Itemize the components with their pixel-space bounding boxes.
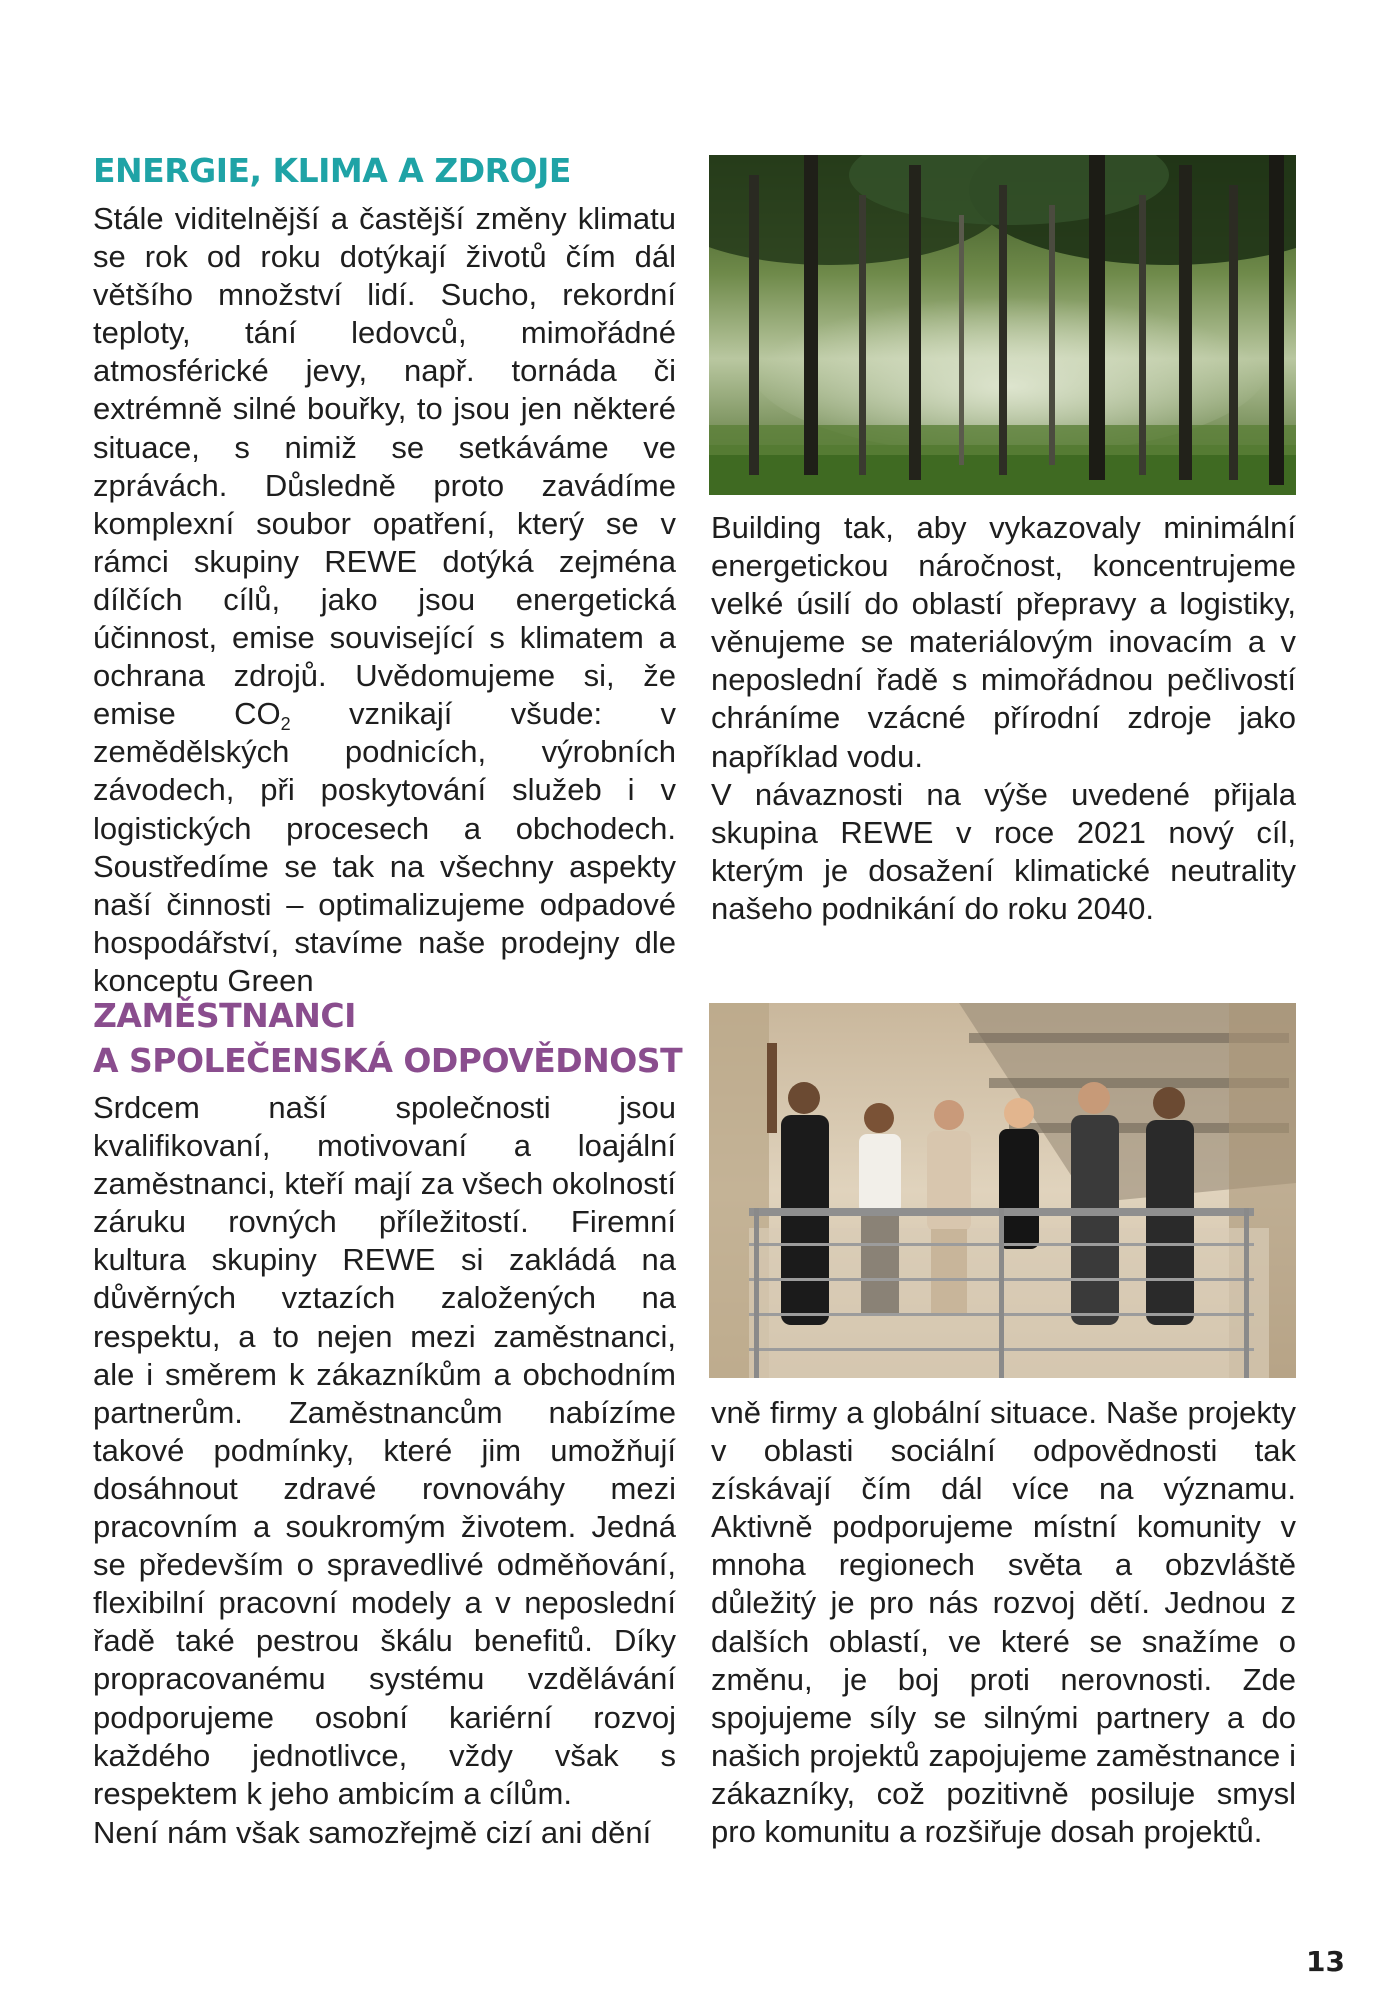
employees-left-column-text-2: Není nám však samozřejmě cizí ani dění — [93, 1815, 652, 1850]
employees-right-column-text: vně firmy a globální situace. Naše projekty v oblasti sociální odpovědnosti tak získávají čím dál více na významu. Aktivně podporujeme místní komunity v mnoha regionech světa a obzvláště důležitý je pro nás rozvoj dětí. Jednou z dalších oblastí, ve které se snažíme o změnu, je boj proti nerovnosti. Zde spojujeme síly se silnými partnery a do našich projektů zapojujeme zaměstnance i zákazníky, což pozitivně posiluje smysl pro komunitu a rozšiřuje dosah projektů. — [711, 1395, 1296, 1850]
energy-text-part-1: Stále viditelnější a častější změny klimatu se rok od roku dotýkají životů čím dál většího množství lidí. Sucho, rekordní teploty, tání ledovců, mimořádné atmosférické jevy, např. tornáda či extrémně silné bouřky, to jsou jen některé situace, s nimiž se setkáváme ve zprávách. Důsledně proto zavádíme komplexní soubor opatření, který se v rámci skupiny REWE dotýká zejména dílčích cílů, jako jsou energetická účinnost, emise související s klimatem a ochrana zdrojů. Uvědomujeme si, že emise CO — [93, 201, 676, 732]
page-number: 13 — [1306, 1945, 1345, 1978]
employees-left-column-text-1: Srdcem naší společnosti jsou kvalifikovaní, motivovaní a loajální zaměstnanci, kteří mají za všech okolností záruku rovných příležitostí. Firemní kultura skupiny REWE si zakládá na důvěrných vztazích založených na respektu, a to nejen mezi zaměstnanci, ale i směrem k zákazníkům a obchodním partnerům. Zaměstnancům nabízíme takové podmínky, které jim umožňují dosáhnout zdravé rovnováhy mezi pracovním a soukromým životem. Jedná se především o spravedlivé odměňování, flexibilní pracovní modely a v neposlední řadě také pestrou škálu benefitů. Díky propracovanému systému vzdělávání podporujeme osobní kariérní rozvoj každého jednotlivce, vždy však s respektem k jeho ambicím a cílům. — [93, 1090, 676, 1811]
energy-right-column-text-2: V návaznosti na výše uvedené přijala skupina REWE v roce 2021 nový cíl, kterým je dosažení klimatické neutrality našeho podnikání do roku 2040. — [711, 777, 1296, 927]
energy-left-column-text — [93, 200, 676, 1000]
energy-section-heading: ENERGIE, KLIMA A ZDROJE — [93, 151, 571, 190]
employees-section-heading-line2: A SPOLEČENSKÁ ODPOVĚDNOST — [93, 1041, 683, 1080]
forest-photo — [709, 155, 1296, 495]
employees-group-photo — [709, 1003, 1296, 1378]
energy-right-column-text-1: Building tak, aby vykazovaly minimální energetickou náročnost, koncentrujeme velké úsilí do oblastí přepravy a logistiky, věnujeme se materiálovým inovacím a v neposlední řadě s mimořádnou pečlivostí chráníme vzácné přírodní zdroje jako například vodu. — [711, 510, 1296, 774]
co2-subscript: 2 — [280, 714, 291, 735]
energy-text-part-2: vznikají všude: v zemědělských podnicích, výrobních závodech, při poskytování služeb i v logistických procesech a obchodech. Soustředíme se tak na všechny aspekty naší činnosti – optimalizujeme odpadové hospodářství, stavíme naše prodejny dle konceptu Green — [93, 696, 676, 998]
employees-section-heading-line1: ZAMĚSTNANCI — [93, 996, 356, 1035]
